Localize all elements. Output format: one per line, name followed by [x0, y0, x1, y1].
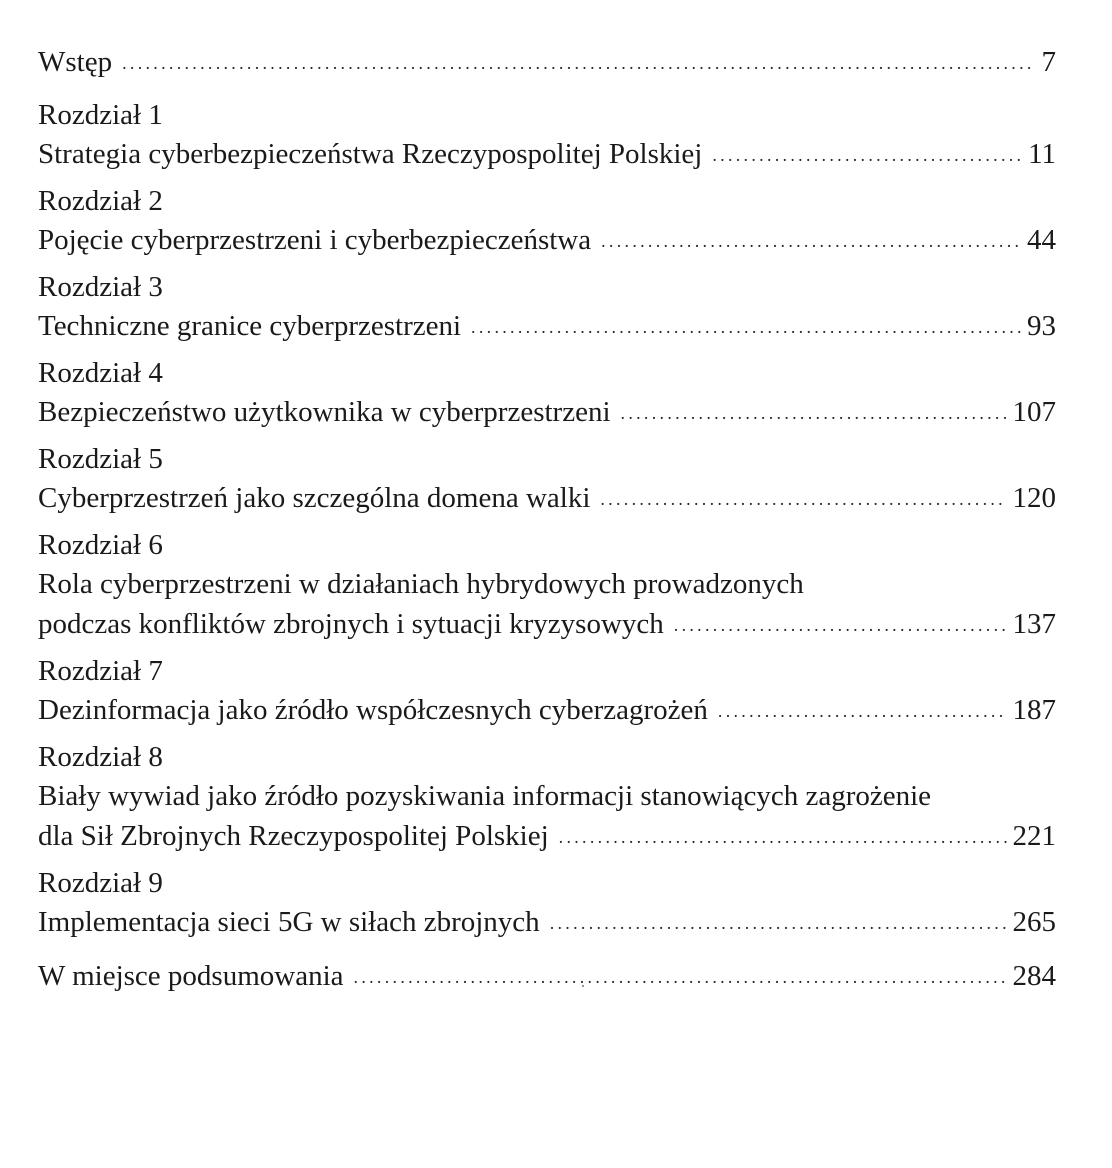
table-of-contents: [38, 42, 1056, 996]
chapter-title: Dezinformacja jako źródło współczesnych cyberzagrożeń: [38, 694, 708, 726]
dot-leader: [354, 957, 1007, 997]
chapter-label: Rozdział 2: [38, 185, 163, 217]
dot-leader: [550, 903, 1007, 943]
chapter-title: Implementacja sieci 5G w siłach zbrojnych: [38, 906, 540, 938]
page-number: 107: [1012, 396, 1056, 428]
dot-leader: [712, 135, 1022, 175]
page-number: 221: [1012, 820, 1056, 852]
page-number: 137: [1012, 608, 1056, 640]
toc-line: [38, 816, 1056, 856]
chapter-title: Bezpieczeństwo użytkownika w cyberprzestrzeni: [38, 396, 611, 428]
toc-line: [38, 306, 1056, 346]
chapter-title-line: Rola cyberprzestrzeni w działaniach hybrydowych prowadzonych: [38, 568, 804, 600]
toc-entry-chapter-7: [38, 652, 1056, 730]
chapter-label: Rozdział 3: [38, 271, 163, 303]
dot-leader: [621, 393, 1007, 433]
dot-leader: [122, 43, 1035, 83]
page-number: 284: [1012, 960, 1056, 992]
chapter-label: Rozdział 4: [38, 357, 163, 389]
toc-line: [38, 42, 1056, 82]
chapter-label: Rozdział 8: [38, 741, 163, 773]
chapter-title: Cyberprzestrzeń jako szczególna domena walki: [38, 482, 591, 514]
toc-entry-closing: [38, 956, 1056, 996]
chapter-title: podczas konfliktów zbrojnych i sytuacji kryzysowych: [38, 608, 664, 640]
page-number: 44: [1027, 224, 1056, 256]
toc-line: [38, 134, 1056, 174]
toc-entry-chapter-5: [38, 440, 1056, 518]
toc-entry-chapter-9: [38, 864, 1056, 942]
chapter-title: Pojęcie cyberprzestrzeni i cyberbezpieczeństwa: [38, 224, 592, 256]
dot-leader: [601, 221, 1021, 261]
page-number: 93: [1027, 310, 1056, 342]
page-number: 7: [1041, 46, 1056, 78]
chapter-label: Rozdział 6: [38, 529, 163, 561]
toc-line: [38, 902, 1056, 942]
toc-entry-chapter-8: [38, 738, 1056, 856]
chapter-title: dla Sił Zbrojnych Rzeczypospolitej Polskiej: [38, 820, 549, 852]
dot-leader: [559, 817, 1007, 857]
dot-leader: [600, 479, 1006, 519]
dot-leader: [674, 605, 1007, 645]
page-number: 11: [1028, 138, 1056, 170]
toc-entry-intro: [38, 42, 1056, 82]
toc-line: [38, 690, 1056, 730]
toc-line: [38, 392, 1056, 432]
chapter-title: Techniczne granice cyberprzestrzeni: [38, 310, 462, 342]
entry-title: W miejsce podsumowania: [38, 960, 344, 992]
toc-entry-chapter-1: [38, 96, 1056, 174]
toc-line: [38, 956, 1056, 996]
chapter-label: Rozdział 1: [38, 99, 163, 131]
chapter-label: Rozdział 5: [38, 443, 163, 475]
entry-title: Wstęp: [38, 46, 113, 78]
toc-entry-chapter-2: [38, 182, 1056, 260]
toc-entry-chapter-4: [38, 354, 1056, 432]
chapter-label: Rozdział 7: [38, 655, 163, 687]
page-number: 187: [1012, 694, 1056, 726]
page-number: 265: [1012, 906, 1056, 938]
scan-speck: [582, 985, 584, 987]
toc-line: [38, 220, 1056, 260]
toc-line: [38, 478, 1056, 518]
chapter-label: Rozdział 9: [38, 867, 163, 899]
dot-leader: [471, 307, 1021, 347]
page-number: 120: [1012, 482, 1056, 514]
dot-leader: [718, 691, 1007, 731]
chapter-title: Strategia cyberbezpieczeństwa Rzeczypospolitej Polskiej: [38, 138, 703, 170]
toc-entry-chapter-3: [38, 268, 1056, 346]
toc-entry-chapter-6: [38, 526, 1056, 644]
chapter-title-line: Biały wywiad jako źródło pozyskiwania informacji stanowiących zagrożenie: [38, 780, 932, 812]
toc-line: [38, 604, 1056, 644]
